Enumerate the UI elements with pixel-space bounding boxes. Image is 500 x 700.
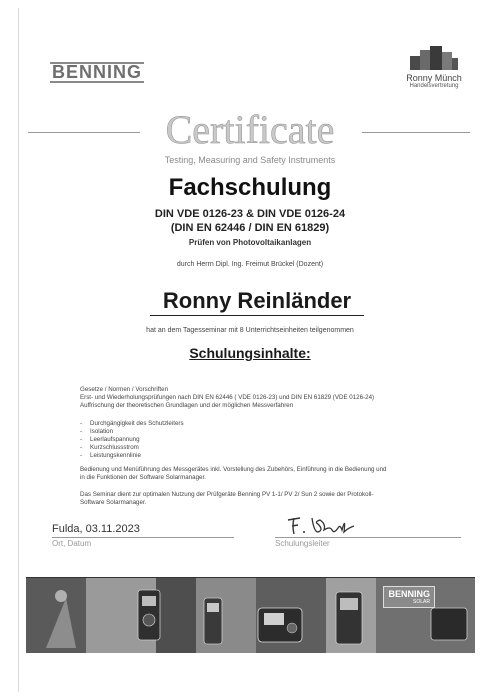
ronny-muench-logo xyxy=(404,46,464,89)
intro-line: Auffrischung der theoretischen Grundlagen und der möglichen Messverfahren xyxy=(80,402,294,409)
contents-intro xyxy=(80,386,470,410)
company-name: Ronny Münch xyxy=(406,73,462,83)
participant-name: Ronny Reinländer xyxy=(150,289,364,316)
course-title: Fachschulung xyxy=(168,174,332,201)
certificate-word: Certificate xyxy=(165,107,335,152)
list-item: - Leistungskennlinie xyxy=(80,452,184,460)
place-date: Fulda, 03.11.2023 xyxy=(52,522,234,538)
list-item: - Isolation xyxy=(80,428,184,436)
intro-line: Erst- und Wiederholungsprüfungen nach DIN EN 62446 ( VDE 0126-23) und DIN EN 61829 (VDE 0126-24) xyxy=(80,394,375,401)
paragraph-line: in die Funktionen der Software Solarmanager. xyxy=(80,474,206,481)
paragraph-line: Software Solarmanager. xyxy=(80,499,147,506)
list-item: - Kurzschlussstrom xyxy=(80,444,184,452)
contents-heading xyxy=(0,345,500,363)
norm-line-2: (DIN EN 62446 / DIN EN 61829) xyxy=(170,222,330,234)
norm-line-1: DIN VDE 0126-23 & DIN VDE 0126-24 xyxy=(154,208,346,220)
benning-logo: BENNING xyxy=(52,62,143,82)
signature-line xyxy=(275,537,461,538)
intro-line: Gesetze / Normen / Vorschriften xyxy=(80,386,169,393)
attendance-statement: hat an dem Tagesseminar mit 8 Unterrichtseinheiten teilgenommen xyxy=(146,327,354,334)
badge-sub: SOLAR xyxy=(413,599,430,605)
company-mark-icon xyxy=(408,46,460,72)
company-subtitle: Handelsvertretung xyxy=(409,83,459,89)
signature-caption: Schulungsleiter xyxy=(275,539,330,548)
operation-paragraph xyxy=(80,466,470,482)
product-banner-image xyxy=(26,577,475,653)
contents-bullet-list xyxy=(80,420,184,460)
certificate-subtitle: Testing, Measuring and Safety Instruments xyxy=(164,155,336,165)
instructor-line: durch Herrn Dipl. Ing. Freimut Brückel (Dozent) xyxy=(176,261,324,268)
paragraph-line: Bedienung und Menüführung des Messgerätes inkl. Vorstellung des Zubehörs, Einführung in die Bedienung und xyxy=(80,466,387,473)
benning-solar-badge xyxy=(383,586,435,608)
purpose-paragraph xyxy=(80,491,470,507)
place-date-caption: Ort, Datum xyxy=(52,539,92,548)
list-item: - Durchgängigkeit des Schutzleiters xyxy=(80,420,184,428)
certificate-heading xyxy=(0,108,500,152)
paragraph-line: Das Seminar dient zur optimalen Nutzung der Prüfgeräte Benning PV 1-1/ PV 2/ Sun 2 sowie der Protokoll- xyxy=(80,491,374,498)
badge-brand: BENNING xyxy=(388,589,430,599)
contents-heading-text: Schulungsinhalte: xyxy=(189,345,311,361)
course-subtitle: Prüfen von Photovoltaikanlagen xyxy=(188,238,312,247)
list-item: - Leerlaufspannung xyxy=(80,436,184,444)
